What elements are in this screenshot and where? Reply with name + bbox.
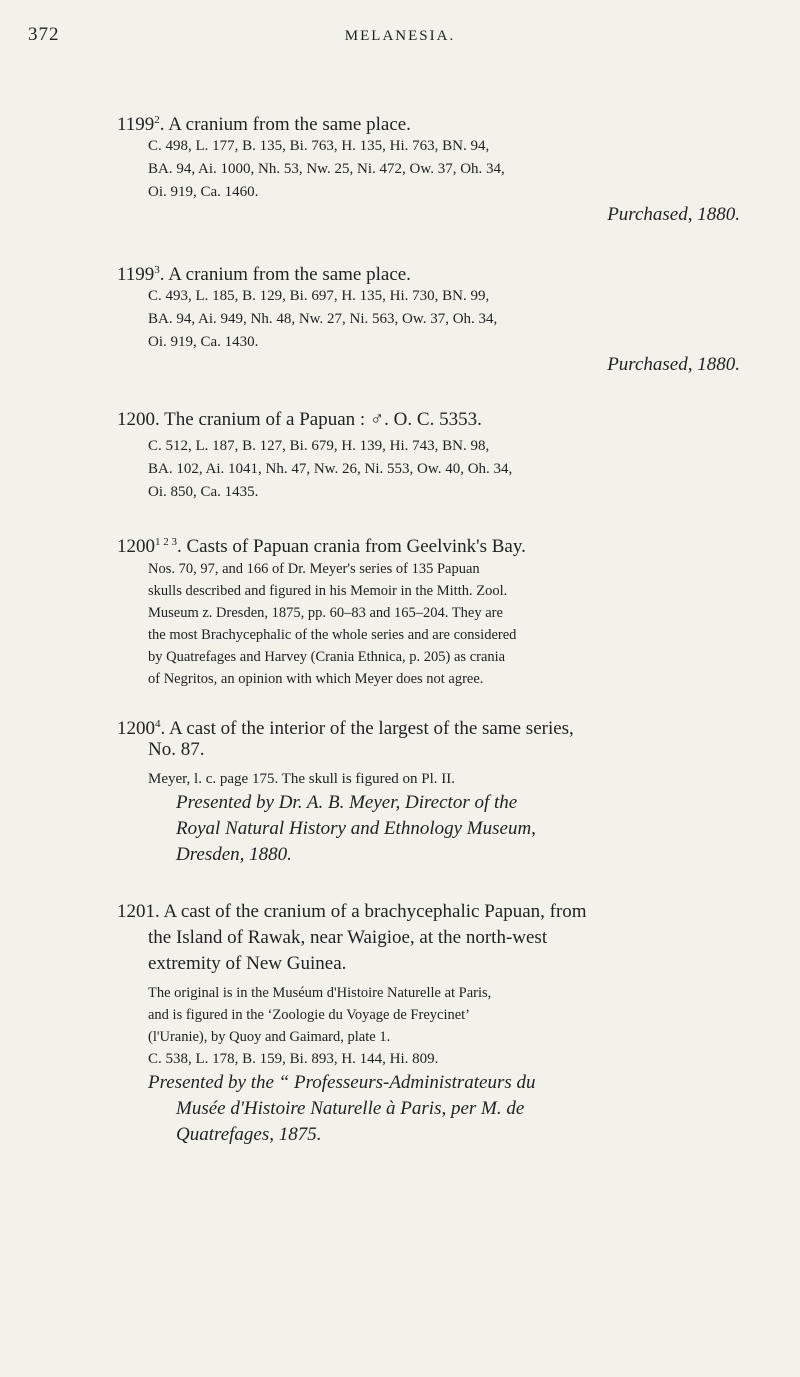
entry-number: 1200 bbox=[117, 718, 155, 739]
entry-heading bbox=[117, 712, 760, 741]
description-line: by Quatrefages and Harvey (Crania Ethnica, p. 205) as crania bbox=[148, 649, 506, 665]
measurement-line: C. 512, L. 187, B. 127, Bi. 679, H. 139, Hi. 743, BN. 98, bbox=[148, 438, 490, 454]
acquisition-note: Purchased, 1880. bbox=[607, 204, 740, 225]
entry-title: . A cast of the cranium of a brachycephalic Papuan, from bbox=[155, 901, 587, 922]
entry-title: . A cranium from the same place. bbox=[159, 264, 411, 285]
entry-superscript: 3 bbox=[154, 264, 160, 276]
entry-number: 1199 bbox=[117, 264, 155, 285]
entry-heading-continuation: the Island of Rawak, near Waigioe, at the north-west bbox=[148, 927, 548, 948]
acquisition-note: Purchased, 1880. bbox=[607, 354, 740, 375]
entry-heading bbox=[117, 900, 760, 924]
measurement-line: C. 498, L. 177, B. 135, Bi. 763, H. 135, Hi. 763, BN. 94, bbox=[148, 138, 490, 154]
entry-title: . The cranium of a Papuan : ♂. O. C. 5353. bbox=[155, 409, 482, 430]
entry-superscript: 1 2 3 bbox=[155, 536, 177, 548]
measurement-line: BA. 94, Ai. 949, Nh. 48, Nw. 27, Ni. 563, Ow. 37, Oh. 34, bbox=[148, 311, 498, 327]
entry-superscript: 4 bbox=[155, 718, 161, 730]
measurement-line: C. 493, L. 185, B. 129, Bi. 697, H. 135, Hi. 730, BN. 99, bbox=[148, 288, 490, 304]
entry-title: . A cast of the interior of the largest of the same series, bbox=[160, 718, 574, 739]
description-line: The original is in the Muséum d'Histoire Naturelle at Paris, bbox=[148, 985, 492, 1001]
presentation-note: Presented by the “ Professeurs-Administrateurs du bbox=[148, 1072, 536, 1093]
entry-superscript: 2 bbox=[154, 114, 160, 126]
entry-heading-continuation: extremity of New Guinea. bbox=[148, 953, 347, 974]
description-line: Museum z. Dresden, 1875, pp. 60–83 and 165–204. They are bbox=[148, 605, 503, 621]
presentation-note: Presented by Dr. A. B. Meyer, Director of the bbox=[176, 792, 518, 813]
measurement-line: Oi. 919, Ca. 1460. bbox=[148, 184, 259, 200]
measurement-line: BA. 102, Ai. 1041, Nh. 47, Nw. 26, Ni. 553, Ow. 40, Oh. 34, bbox=[148, 461, 513, 477]
description-line: the most Brachycephalic of the whole series and are considered bbox=[148, 627, 517, 643]
measurement-line: Oi. 850, Ca. 1435. bbox=[148, 484, 259, 500]
description-line: (l'Uranie), by Quoy and Gaimard, plate 1. bbox=[148, 1029, 391, 1045]
entry-heading bbox=[117, 530, 760, 559]
page-number: 372 bbox=[28, 24, 60, 45]
entry-number: 1200 bbox=[117, 536, 155, 557]
measurement-line: C. 538, L. 178, B. 159, Bi. 893, H. 144, Hi. 809. bbox=[148, 1051, 439, 1067]
entry-number: 1200 bbox=[117, 409, 155, 430]
running-head: MELANESIA. bbox=[344, 28, 456, 44]
presentation-note: Dresden, 1880. bbox=[176, 844, 292, 865]
entry-number: 1199 bbox=[117, 114, 155, 135]
description-line: of Negritos, an opinion with which Meyer does not agree. bbox=[148, 671, 484, 687]
measurement-line: Oi. 919, Ca. 1430. bbox=[148, 334, 259, 350]
entry-heading bbox=[117, 108, 760, 137]
entry-heading bbox=[117, 258, 760, 287]
entry-heading bbox=[117, 408, 760, 432]
entry-title: . A cranium from the same place. bbox=[159, 114, 411, 135]
presentation-note: Musée d'Histoire Naturelle à Paris, per M. de bbox=[176, 1098, 525, 1119]
description-line: skulls described and figured in his Memoir in the Mitth. Zool. bbox=[148, 583, 508, 599]
description-line: Nos. 70, 97, and 166 of Dr. Meyer's series of 135 Papuan bbox=[148, 561, 480, 577]
entry-number: 1201 bbox=[117, 901, 155, 922]
description-line: and is figured in the ‘Zoologie du Voyage de Freycinet’ bbox=[148, 1007, 471, 1023]
presentation-note: Royal Natural History and Ethnology Museum, bbox=[176, 818, 536, 839]
entry-heading-continuation: No. 87. bbox=[148, 739, 205, 760]
description-line: Meyer, l. c. page 175. The skull is figured on Pl. II. bbox=[148, 771, 455, 787]
measurement-line: BA. 94, Ai. 1000, Nh. 53, Nw. 25, Ni. 472, Ow. 37, Oh. 34, bbox=[148, 161, 505, 177]
entry-title: . Casts of Papuan crania from Geelvink's Bay. bbox=[177, 536, 526, 557]
presentation-note: Quatrefages, 1875. bbox=[176, 1124, 322, 1145]
